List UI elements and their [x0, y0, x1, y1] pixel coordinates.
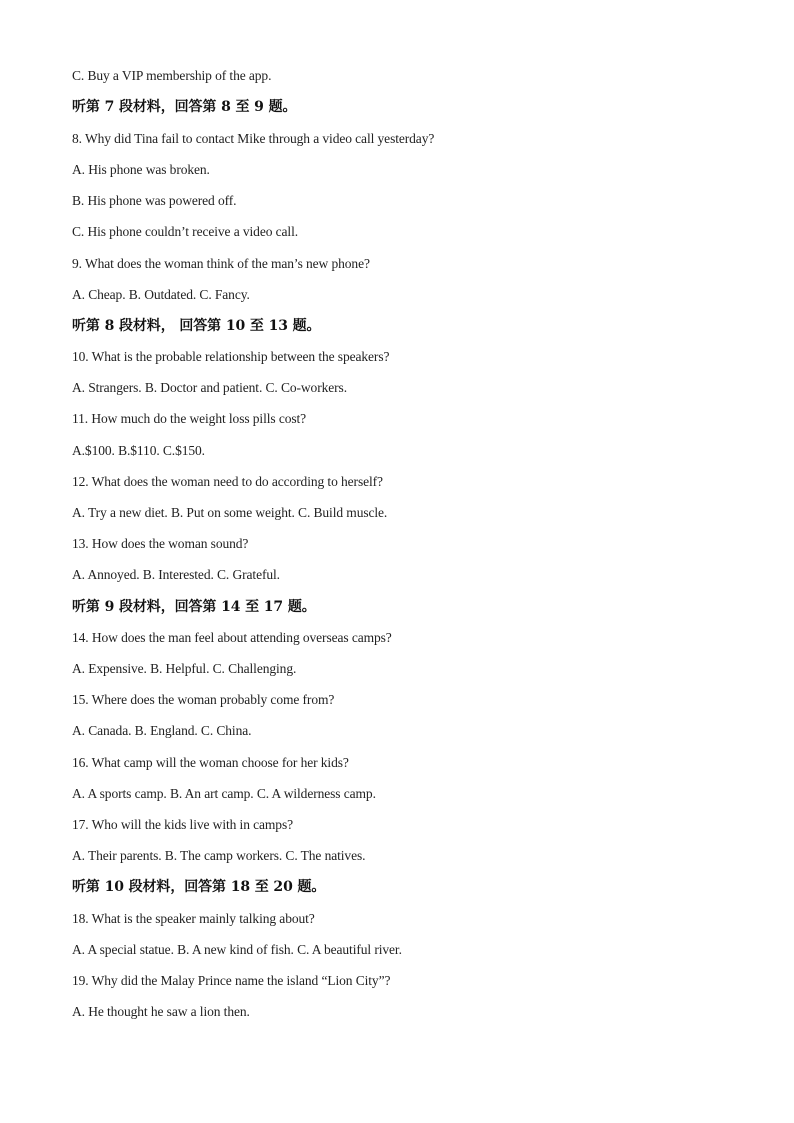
section-heading: 听第 8 段材料， 回答第 10 至 13 题。	[72, 318, 321, 334]
option-line: C. His phone couldn’t receive a video call.	[72, 224, 299, 239]
option-line: A. A special statue. B. A new kind of fish. C. A beautiful river.	[72, 942, 402, 957]
question-line: 10. What is the probable relationship between the speakers?	[72, 349, 390, 364]
option-line: A. A sports camp. B. An art camp. C. A wilderness camp.	[72, 786, 376, 801]
question-line: 11. How much do the weight loss pills cost?	[72, 411, 307, 426]
option-line: B. His phone was powered off.	[72, 193, 237, 208]
question-line: 18. What is the speaker mainly talking about?	[72, 911, 315, 926]
section-heading: 听第 10 段材料，回答第 18 至 20 题。	[72, 879, 326, 895]
question-line: 8. Why did Tina fail to contact Mike through a video call yesterday?	[72, 131, 435, 146]
option-line: A. Try a new diet. B. Put on some weight. C. Build muscle.	[72, 505, 388, 520]
option-line: A. Strangers. B. Doctor and patient. C. Co-workers.	[72, 380, 347, 395]
option-line: A. Expensive. B. Helpful. C. Challenging.	[72, 661, 297, 676]
option-line: A. Canada. B. England. C. China.	[72, 723, 252, 738]
section-heading: 听第 9 段材料，回答第 14 至 17 题。	[72, 599, 316, 615]
option-line: A.$100. B.$110. C.$150.	[72, 443, 205, 458]
question-line: 9. What does the woman think of the man’s new phone?	[72, 256, 370, 271]
question-line: 17. Who will the kids live with in camps?	[72, 817, 293, 832]
question-line: 14. How does the man feel about attending overseas camps?	[72, 630, 392, 645]
option-line: C. Buy a VIP membership of the app.	[72, 68, 272, 83]
question-line: 19. Why did the Malay Prince name the island “Lion City”?	[72, 973, 391, 988]
question-line: 13. How does the woman sound?	[72, 536, 249, 551]
option-line: A. He thought he saw a lion then.	[72, 1004, 250, 1019]
option-line: A. Annoyed. B. Interested. C. Grateful.	[72, 567, 280, 582]
option-line: A. Cheap. B. Outdated. C. Fancy.	[72, 287, 250, 302]
question-line: 12. What does the woman need to do according to herself?	[72, 474, 383, 489]
option-line: A. Their parents. B. The camp workers. C. The natives.	[72, 848, 366, 863]
question-line: 15. Where does the woman probably come from?	[72, 692, 335, 707]
question-line: 16. What camp will the woman choose for her kids?	[72, 755, 349, 770]
option-line: A. His phone was broken.	[72, 162, 210, 177]
section-heading: 听第 7 段材料，回答第 8 至 9 题。	[72, 99, 297, 115]
